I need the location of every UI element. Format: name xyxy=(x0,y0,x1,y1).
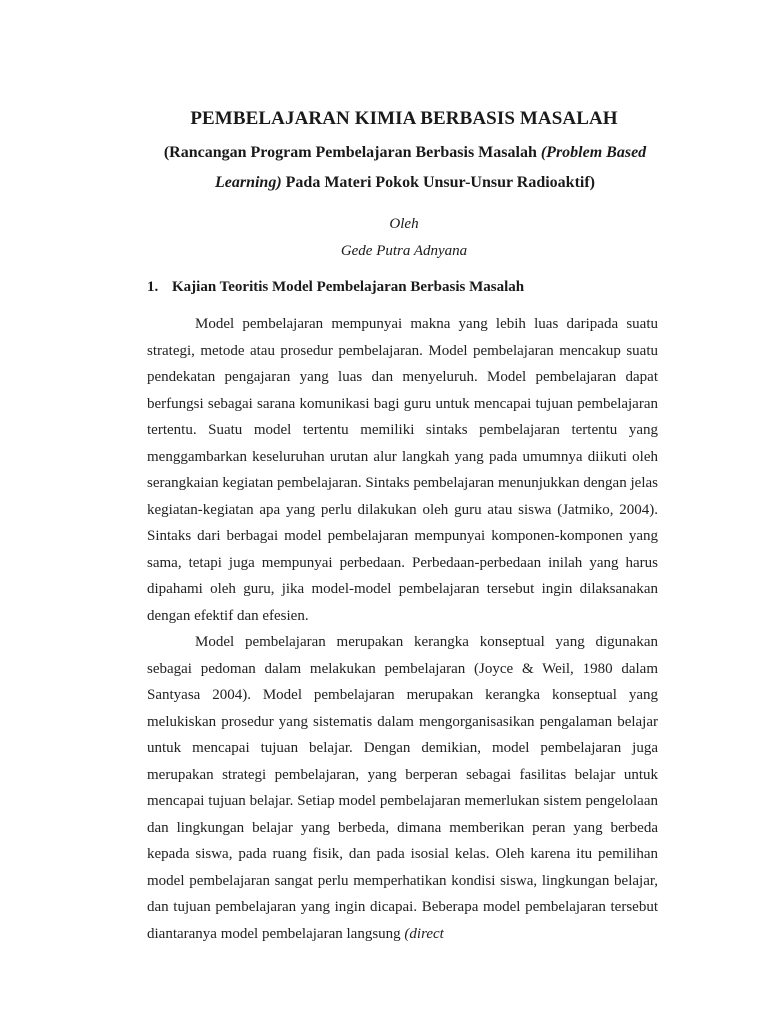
paragraph-1: Model pembelajaran mempunyai makna yang lebih luas daripada suatu strategi, metode atau prosedur pembelajaran. Model pembelajaran mencakup suatu pendekatan pengajaran yang luas dan menyeluruh. Model pembelajaran dapat berfungsi sebagai sarana komunikasi bagi guru untuk mencapai tujuan pembelajaran tertentu. Suatu model tertentu memiliki sintaks pembelajaran tertentu yang menggambarkan keseluruhan urutan alur langkah yang pada umumnya diikuti oleh serangkaian kegiatan pembelajaran. Sintaks pembelajaran menunjukkan dengan jelas kegiatan-kegiatan apa yang perlu dilakukan oleh guru atau siswa (Jatmiko, 2004). Sintaks dari berbagai model pembelajaran mempunyai komponen-komponen yang sama, tetapi juga mempunyai perbedaan. Perbedaan-perbedaan inilah yang harus dipahami oleh guru, jika model-model pembelajaran tersebut ingin dilaksanakan dengan efektif dan efesien. xyxy=(147,316,658,624)
document-title: PEMBELAJARAN KIMIA BERBASIS MASALAH xyxy=(190,108,618,129)
subtitle-part-1: (Rancangan Program Pembelajaran Berbasis Masalah xyxy=(163,144,541,161)
subtitle-italic: (Problem Based Learning) xyxy=(214,144,647,191)
section-heading-text: Kajian Teoritis Model Pembelajaran Berbasis Masalah xyxy=(172,279,525,295)
document-subtitle xyxy=(145,138,665,198)
section-heading xyxy=(147,279,524,296)
paragraph-2-text: Model pembelajaran merupakan kerangka konseptual yang digunakan sebagai pedoman dalam melakukan pembelajaran (Joyce & Weil, 1980 dalam Santyasa 2004). Model pembelajaran merupakan kerangka konseptual yang melukiskan prosedur yang sistematis dalam mengorganisasikan pengalaman belajar untuk mencapai tujuan belajar. Dengan demikian, model pembelajaran juga merupakan strategi pembelajaran, yang berperan sebagai fasilitas belajar untuk mencapai tujuan belajar. Setiap model pembelajaran memerlukan sistem pengelolaan dan lingkungan belajar yang berbeda, dimana memberikan peran yang berbeda kepada siswa, pada ruang fisik, dan pada isosial kelas. Oleh karena itu pemilihan model pembelajaran sangat perlu memperhatikan kondisi siswa, lingkungan belajar, dan tujuan pembelajaran yang ingin dicapai. Beberapa model pembelajaran tersebut diantaranya model pembelajaran langsung xyxy=(147,634,658,942)
by-label: Oleh xyxy=(389,216,419,232)
paragraph-2 xyxy=(147,629,658,947)
paragraph-2-italic-tail: (direct xyxy=(404,925,444,942)
author-name: Gede Putra Adnyana xyxy=(340,243,468,259)
subtitle-part-2: Pada Materi Pokok Unsur-Unsur Radioaktif) xyxy=(281,174,596,191)
section-number: 1. xyxy=(147,279,159,295)
